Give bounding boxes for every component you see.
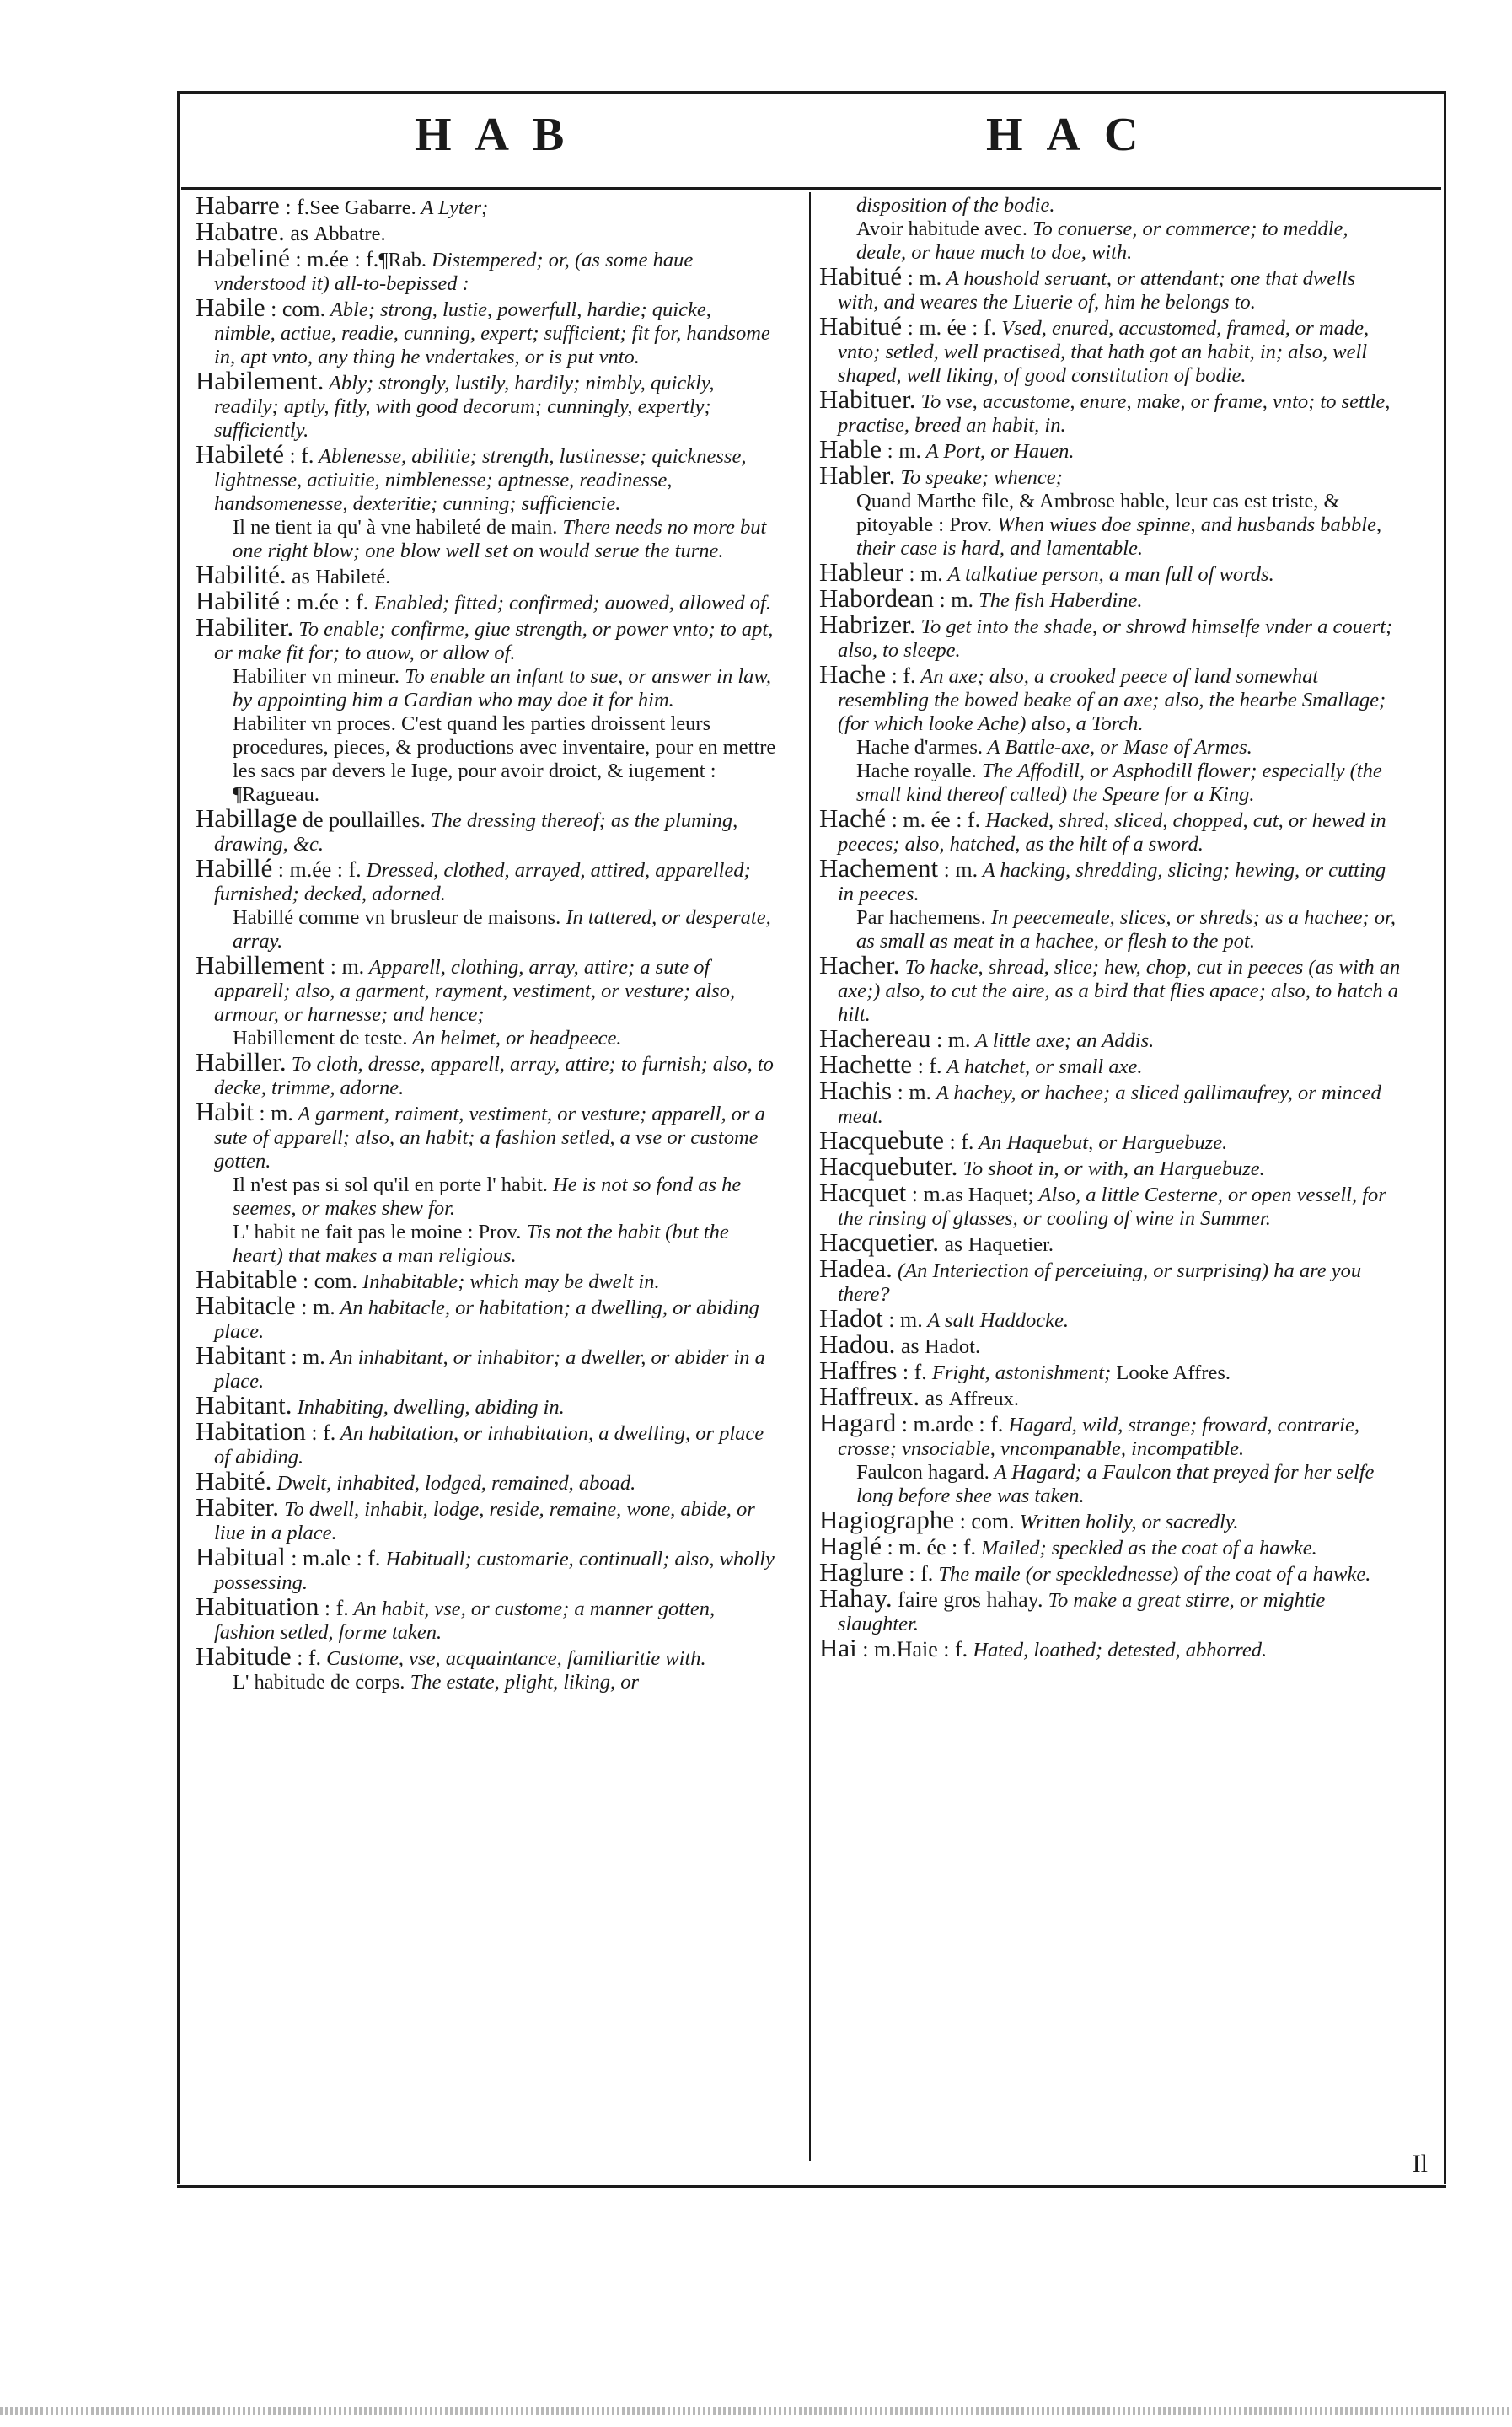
english-gloss: Able; strong, lustie, powerfull, hardie; quicke, nimble, actiue, readie, cunning, expert; sufficient; fit for, handsome in, apt vnto, any thing he vndertakes, or is put vnto. [214, 298, 770, 368]
grammar-note: : f. [319, 1596, 349, 1620]
grammar-note: : f. [912, 1054, 942, 1078]
english-gloss: The maile (or specklednesse) of the coat of a hawke. [933, 1563, 1371, 1586]
grammar-note: : f. [903, 1561, 934, 1586]
dictionary-entry [819, 1076, 1401, 1129]
headword: Habituation [196, 1592, 319, 1621]
dictionary-entry [196, 293, 777, 369]
french-text: Looke Affres. [1116, 1361, 1231, 1384]
english-gloss: disposition of the bodie. [856, 194, 1055, 217]
headword: Haffres [819, 1356, 898, 1385]
headword: Habarre [196, 191, 280, 220]
dictionary-entry [196, 1340, 777, 1393]
english-gloss: To hacke, shread, slice; hew, chop, cut in peeces (as with an axe;) also, to cut the aire, as a bird that flies apace; also, to hatch a hilt. [838, 956, 1401, 1026]
headword: Haglé [819, 1531, 882, 1560]
english-gloss: To cloth, dresse, apparell, array, attire; to furnish; also, to decke, trimme, adorne. [214, 1053, 774, 1099]
column-divider [809, 192, 811, 2161]
grammar-note: de poullailles. [297, 808, 426, 832]
grammar-note: : m. ée : f. [902, 315, 997, 340]
english-gloss: An habitacle, or habitation; a dwelling, or abiding place. [214, 1297, 759, 1343]
dictionary-entry [196, 560, 777, 589]
dictionary-entry [214, 1671, 777, 1694]
english-gloss: A hachey, or hachee; a sliced gallimaufrey, or minced meat. [838, 1082, 1381, 1128]
dictionary-entry [214, 1221, 777, 1268]
dictionary-entry [819, 460, 1401, 490]
french-text: Il ne tient ia qu' à vne habileté de main. [233, 516, 558, 539]
english-gloss: An habitation, or inhabitation, a dwelling, or place of abiding. [214, 1422, 764, 1469]
headword: Habitacle [196, 1291, 296, 1320]
english-gloss: A hacking, shredding, slicing; hewing, or cutting in peeces. [838, 859, 1386, 905]
headword: Hagard [819, 1408, 897, 1437]
right-column [819, 194, 1401, 1662]
grammar-note: : com. [954, 1509, 1015, 1533]
grammar-note: : m.arde : f. [896, 1412, 1004, 1436]
grammar-note: : m. [882, 1307, 923, 1332]
french-text: Habillé comme vn brusleur de maisons. [233, 906, 561, 929]
english-gloss: Also, a little Cesterne, or open vessell, for the rinsing of glasses, or cooling of wine in Summer. [838, 1184, 1386, 1230]
english-gloss: Distempered; or, (as some haue vnderstood it) all-to-bepissed : [214, 249, 694, 295]
grammar-note: : m. [892, 1080, 932, 1104]
headword: Habitué [819, 261, 903, 291]
dictionary-entry [819, 803, 1401, 856]
headword: Habeliné [196, 243, 290, 272]
scan-artifact [0, 2407, 1512, 2415]
headword: Habordean [819, 583, 934, 613]
headword: Hacquebuter. [819, 1152, 958, 1181]
dictionary-entry [196, 853, 777, 906]
grammar-note: : m.ale : f. [285, 1546, 381, 1571]
grammar-note: : m. ée : f. [882, 1535, 976, 1560]
french-text: Habileté. [315, 566, 391, 588]
header-rule [181, 187, 1441, 190]
grammar-note: : f. [305, 1420, 336, 1445]
dictionary-entry [214, 516, 777, 563]
dictionary-entry [819, 1050, 1401, 1079]
headword: Hachette [819, 1050, 913, 1079]
grammar-note: : f. [944, 1130, 974, 1154]
english-gloss: Habituall; customarie, continuall; also, wholly possessing. [214, 1548, 775, 1594]
headword: Habitual [196, 1542, 286, 1571]
headword: Habilité. [196, 560, 287, 589]
dictionary-entry [819, 1178, 1401, 1231]
french-text: Avoir habitude avec. [856, 217, 1027, 240]
dictionary-entry [196, 439, 777, 516]
headword: Hableur [819, 557, 903, 587]
dictionary-entry [196, 1466, 777, 1495]
french-text: Faulcon hagard. [856, 1461, 989, 1484]
english-gloss: Inhabitable; which may be dwelt in. [357, 1270, 660, 1293]
french-text: See Gabarre. [309, 196, 416, 219]
english-gloss: The estate, plight, liking, or [405, 1671, 640, 1694]
headword: Habrizer. [819, 609, 916, 639]
grammar-note: as [920, 1386, 949, 1410]
headword: Habiter. [196, 1492, 279, 1522]
headword: Habituer. [819, 384, 916, 414]
grammar-note: : f. [291, 1646, 322, 1670]
dictionary-entry [838, 217, 1401, 265]
french-text: Hache royalle. [856, 760, 977, 782]
english-gloss: Fright, astonishment; [926, 1361, 1117, 1384]
grammar-note: : f. [284, 443, 314, 468]
english-gloss: In peecemeale, slices, or shreds; as a hachee; or, as small as meat in a hachee, or flesh to the pot. [856, 906, 1396, 953]
dictionary-entry [819, 1633, 1401, 1662]
english-gloss: Enabled; fitted; confirmed; auowed, allowed of. [368, 592, 771, 615]
headword: Hachis [819, 1076, 893, 1105]
grammar-note: : m. [882, 438, 921, 463]
headword: Hable [819, 434, 882, 464]
headword: Habillé [196, 853, 273, 883]
english-gloss: In tattered, or desperate, array. [233, 906, 771, 953]
english-gloss: A Battle-axe, or Mase of Armes. [982, 736, 1252, 759]
french-text: as Haquet; [946, 1184, 1039, 1206]
headword: Habatre. [196, 217, 285, 246]
english-gloss: A salt Haddocke. [922, 1309, 1070, 1332]
english-gloss: Ablenesse, abilitie; strength, lustinesse; quicknesse, lightnesse, actiuitie, nimblenesse; aptnesse, readinesse, handsomenesse, dexteritie; cunning; sufficiencie. [214, 445, 747, 515]
english-gloss: Apparell, clothing, array, attire; a sute of apparell; also, a garment, rayment, vestiment, or vesture; also, armour, or harnesse; and hence; [214, 956, 736, 1026]
grammar-note: as [284, 221, 314, 245]
english-gloss: A Lyter; [416, 196, 489, 219]
headword: Haché [819, 803, 887, 833]
headword: Hachereau [819, 1023, 931, 1053]
dictionary-entry [838, 760, 1401, 807]
english-gloss: To enable; confirme, giue strength, or power vnto; to apt, or make fit for; to auow, or allow of. [214, 618, 774, 664]
english-gloss: A hatchet, or small axe. [941, 1055, 1143, 1078]
dictionary-entry [196, 1492, 777, 1545]
english-gloss: Hated, loathed; detested, abhorred. [968, 1639, 1268, 1662]
dictionary-entry [196, 803, 777, 856]
headword: Habile [196, 293, 265, 322]
english-gloss: To shoot in, or with, an Harguebuze. [957, 1157, 1265, 1180]
english-gloss: Written holily, or sacredly. [1014, 1511, 1239, 1533]
dictionary-entry [196, 1416, 777, 1469]
dictionary-entry [838, 736, 1401, 760]
english-gloss: Dwelt, inhabited, lodged, remained, aboad. [271, 1472, 636, 1495]
grammar-note: : m. [906, 1182, 946, 1206]
left-column [196, 191, 777, 1694]
headword: Hahay. [819, 1583, 893, 1613]
english-gloss: To dwell, inhabit, lodge, reside, remaine, wone, abide, or liue in a place. [214, 1498, 755, 1544]
headword: Habitude [196, 1641, 292, 1671]
headword: Habillage [196, 803, 298, 833]
headword: Hacquebute [819, 1125, 945, 1155]
dictionary-entry [819, 1531, 1401, 1560]
headword: Hache [819, 659, 887, 689]
french-text: Il n'est pas si sol qu'il en porte l' habit. [233, 1173, 548, 1196]
dictionary-entry [196, 612, 777, 665]
grammar-note: faire gros hahay. [892, 1587, 1043, 1612]
headword: Hadea. [819, 1254, 893, 1283]
grammar-note: : f. [279, 195, 310, 219]
french-text: Abbatre. [314, 223, 386, 245]
catchword: Il [1412, 2150, 1428, 2177]
headword: Hadot [819, 1303, 883, 1333]
french-text: L' habitude de corps. [233, 1671, 405, 1694]
headword: Haglure [819, 1557, 903, 1587]
english-gloss: Mailed; speckled as the coat of a hawke. [975, 1537, 1317, 1560]
english-gloss: An helmet, or headpeece. [407, 1027, 622, 1050]
dictionary-entry [838, 194, 1401, 217]
grammar-note: : com. [297, 1269, 358, 1293]
english-gloss: An axe; also, a crooked peece of land somewhat resembling the bowed beake of an axe; also, the hearbe Smallage; (for which looke Ache) also, a Torch. [838, 665, 1386, 735]
headword: Habit [196, 1097, 254, 1126]
dictionary-entry [196, 1592, 777, 1645]
english-gloss: An inhabitant, or inhabitor; a dweller, or abider in a place. [214, 1346, 765, 1393]
headword: Hadou. [819, 1329, 896, 1359]
dictionary-entry [196, 1542, 777, 1595]
french-text: ¶Rab. [378, 249, 427, 271]
headword: Habler. [819, 460, 896, 490]
english-gloss: Tis not the habit (but the heart) that makes a man religious. [233, 1221, 729, 1267]
grammar-note: : m. [902, 266, 942, 290]
dictionary-entry [819, 1152, 1401, 1181]
english-gloss: Inhabiting, dwelling, abiding in. [292, 1396, 565, 1419]
headword: Haffreux. [819, 1382, 920, 1411]
english-gloss: The fish Haberdine. [973, 589, 1143, 612]
grammar-note: : f. [886, 663, 916, 688]
headword: Habileté [196, 439, 285, 469]
english-gloss: Hagard, wild, strange; froward, contrarie, crosse; vnsociable, vncompanable, incompatible. [838, 1414, 1359, 1460]
english-gloss: There needs no more but one right blow; one blow well set on would serue the turne. [233, 516, 767, 562]
grammar-note: : m. [285, 1345, 325, 1369]
bottom-rule [177, 2185, 1446, 2188]
french-text: Haquetier. [968, 1233, 1054, 1256]
headword: Habitant. [196, 1390, 292, 1420]
dictionary-entry [819, 434, 1401, 464]
headword: Habitant [196, 1340, 286, 1370]
dictionary-entry [838, 1461, 1401, 1508]
dictionary-entry [819, 659, 1401, 736]
dictionary-entry [819, 1227, 1401, 1257]
grammar-note: : m. [938, 857, 979, 882]
french-text: Habiliter vn proces. C'est quand les parties droissent leurs procedures, pieces, & productions avec inventaire, pour en mettre les sacs par devers le Iuge, pour avoir droict, & iugement : ¶Ragueau. [233, 712, 776, 806]
english-gloss: An Haquebut, or Harguebuze. [973, 1131, 1228, 1154]
headword: Habité. [196, 1466, 272, 1495]
english-gloss: Vsed, enured, accustomed, framed, or made, vnto; setled, well practised, that hath got an habit, in; also, well shaped, well liking, of good constitution of bodie. [838, 317, 1370, 387]
dictionary-entry [819, 1505, 1401, 1534]
dictionary-entry [819, 950, 1401, 1027]
grammar-note: : m. [295, 1295, 335, 1319]
grammar-note: as [939, 1232, 968, 1256]
headword: Habiliter. [196, 612, 294, 642]
english-gloss: Dressed, clothed, arrayed, attired, apparelled; furnished; decked, adorned. [214, 859, 751, 905]
headword: Hagiographe [819, 1505, 955, 1534]
english-gloss: A little axe; an Addis. [970, 1029, 1155, 1052]
dictionary-entry [196, 1097, 777, 1173]
dictionary-entry [838, 906, 1401, 953]
headword: Habiller. [196, 1047, 287, 1077]
french-text: Affreux. [948, 1388, 1019, 1410]
dictionary-entry [214, 906, 777, 953]
headword: Hacher. [819, 950, 900, 980]
english-gloss: A talkatiue person, a man full of words. [942, 563, 1274, 586]
grammar-note: : m. [324, 954, 365, 979]
headword: Hacquet [819, 1178, 907, 1207]
english-gloss: Custome, vse, acquaintance, familiaritie with. [321, 1647, 706, 1670]
english-gloss: To get into the shade, or shrowd himselfe vnder a couert; also, to sleepe. [838, 615, 1393, 662]
dictionary-entry [819, 1303, 1401, 1333]
dictionary-entry [196, 1047, 777, 1100]
dictionary-entry [819, 384, 1401, 438]
french-text: Par hachemens. [856, 906, 986, 929]
headword: Habitation [196, 1416, 306, 1446]
dictionary-entry [214, 712, 777, 807]
grammar-note: : f. [897, 1360, 927, 1384]
grammar-note: : m.ée : f. [289, 247, 379, 271]
dictionary-entry [819, 311, 1401, 388]
grammar-note: : m. [934, 588, 973, 612]
grammar-note: : m. [930, 1028, 971, 1052]
english-gloss: To conuerse, or commerce; to meddle, deale, or haue much to doe, with. [856, 217, 1348, 264]
grammar-note: : m.ée : f. [272, 857, 362, 882]
english-gloss: A Port, or Hauen. [920, 440, 1075, 463]
english-gloss: The dressing thereof; as the pluming, drawing, &c. [214, 809, 738, 856]
english-gloss: (An Interiection of perceiuing, or surprising) ha are you there? [838, 1259, 1362, 1306]
english-gloss: To make a great stirre, or mightie slaughter. [838, 1589, 1326, 1635]
english-gloss: An habit, vse, or custome; a manner gotten, fashion setled, forme taken. [214, 1597, 716, 1644]
grammar-note: as [895, 1334, 925, 1358]
dictionary-entry [819, 1408, 1401, 1461]
english-gloss: The Affodill, or Asphodill flower; especially (the small kind thereof called) the Speare for a King. [856, 760, 1382, 806]
english-gloss: He is not so fond as he seemes, or makes shew for. [233, 1173, 742, 1220]
grammar-note: as [286, 564, 316, 588]
grammar-note: : m. ée : f. [886, 808, 981, 832]
dictionary-entry [196, 1641, 777, 1671]
dictionary-entry [819, 261, 1401, 314]
dictionary-entry [196, 950, 777, 1027]
headword: Habillement [196, 950, 325, 980]
dictionary-entry [214, 665, 777, 712]
dictionary-entry [196, 243, 777, 296]
headword: Habilité [196, 586, 280, 615]
english-gloss: When wiues doe spinne, and husbands babble, their case is hard, and lamentable. [856, 513, 1382, 560]
grammar-note: : com. [265, 297, 326, 321]
dictionary-entry [838, 490, 1401, 561]
english-gloss: To speake; whence; [895, 466, 1063, 489]
english-gloss: Ably; strongly, lustily, hardily; nimbly, quickly, readily; aptly, fitly, with good decorum; cunningly, expertly; sufficiently. [214, 372, 715, 442]
french-text: Habillement de teste. [233, 1027, 408, 1050]
french-text: L' habit ne fait pas le moine : Prov. [233, 1221, 522, 1243]
english-gloss: A garment, raiment, vestiment, or vesture; apparell, or a sute of apparell; also, an habit; a fashion setled, a vse or custome gotten. [214, 1103, 765, 1173]
french-text: Quand Marthe file, & Ambrose hable, leur cas est triste, & pitoyable : Prov. [856, 490, 1340, 536]
english-gloss: Hacked, shred, sliced, chopped, cut, or hewed in peeces; also, hatched, as the hilt of a sword. [838, 809, 1386, 856]
grammar-note: : m. [903, 561, 943, 586]
headword: Habitable [196, 1265, 298, 1294]
dictionary-entry [819, 1583, 1401, 1636]
headword: Hachement [819, 853, 939, 883]
grammar-note: : m.Haie : f. [856, 1637, 968, 1662]
dictionary-entry [819, 1382, 1401, 1411]
dictionary-entry [819, 853, 1401, 906]
french-text: Habiliter vn mineur. [233, 665, 399, 688]
dictionary-entry [819, 609, 1401, 663]
dictionary-entry [819, 1254, 1401, 1307]
headword: Hacquetier. [819, 1227, 940, 1257]
running-head-right: HAC [986, 109, 1162, 161]
running-head-left: HAB [415, 109, 588, 161]
english-gloss: A Hagard; a Faulcon that preyed for her selfe long before shee was taken. [856, 1461, 1375, 1507]
english-gloss: To vse, accustome, enure, make, or frame, vnto; to settle, practise, breed an habit, in. [838, 390, 1391, 437]
english-gloss: To enable an infant to sue, or answer in law, by appointing him a Gardian who may doe it for him. [233, 665, 772, 711]
dictionary-entry [214, 1173, 777, 1221]
grammar-note: : m. [253, 1101, 293, 1125]
headword: Habitué [819, 311, 903, 341]
headword: Hai [819, 1633, 857, 1662]
dictionary-entry [196, 366, 777, 443]
dictionary-entry [214, 1027, 777, 1050]
dictionary-entry [196, 1291, 777, 1344]
dictionary-entry [819, 1557, 1401, 1587]
french-text: Hache d'armes. [856, 736, 983, 759]
headword: Habilement. [196, 366, 324, 395]
grammar-note: : m.ée : f. [279, 590, 369, 615]
english-gloss: A houshold seruant, or attendant; one that dwells with, and weares the Liuerie of, him he belongs to. [838, 267, 1356, 314]
french-text: Hadot. [925, 1335, 981, 1358]
dictionary-entry [819, 1329, 1401, 1359]
